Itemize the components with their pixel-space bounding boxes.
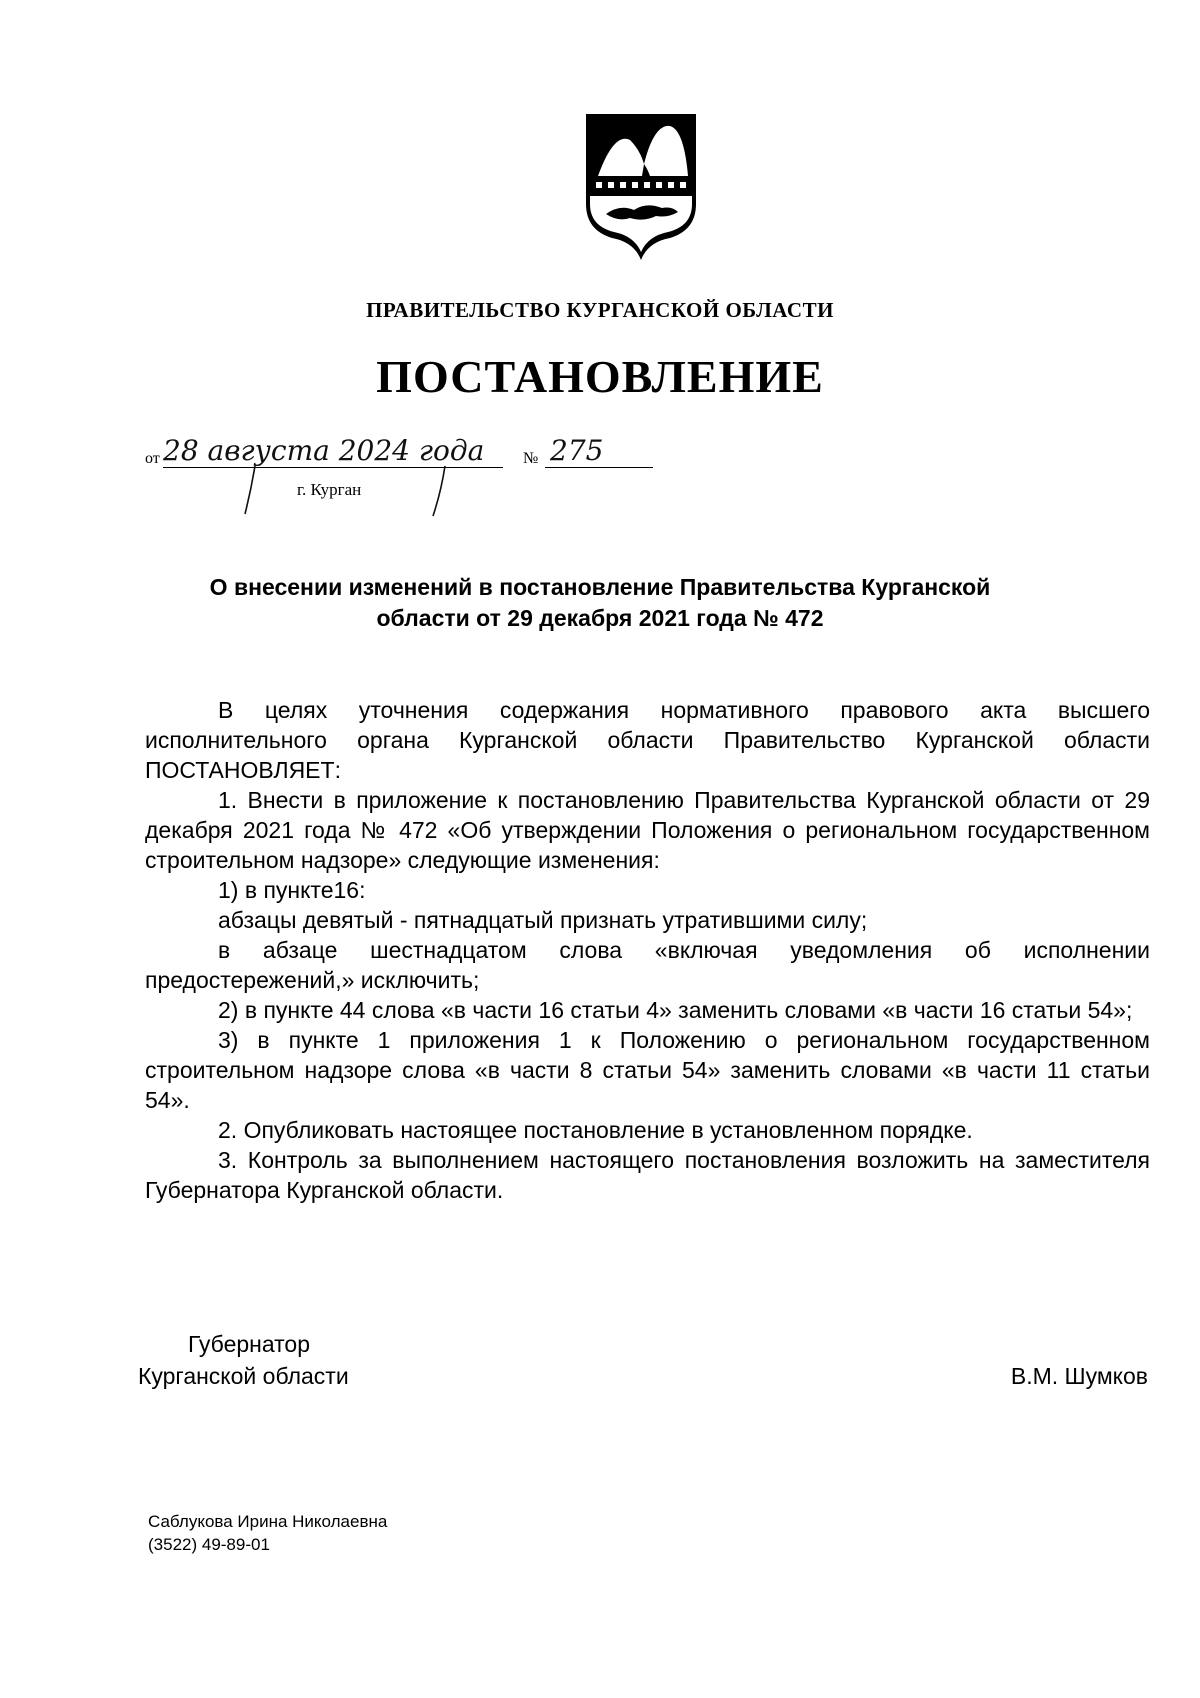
handwritten-number: 275 (550, 434, 604, 467)
body-paragraph: абзацы девятый - пятнадцатый признать утратившими силу; (218, 907, 868, 933)
executor-name: Саблукова Ирина Николаевна (148, 1512, 388, 1531)
city: г. Курган (297, 480, 362, 499)
handwriting-strokes (145, 440, 655, 520)
executor-info (148, 1510, 387, 1556)
body-paragraph: 1) в пункте16: (218, 877, 366, 903)
number-prefix: № (523, 450, 539, 467)
body-paragraph: В целях уточнения содержания нормативного правового акта высшего исполнительного органа Курганской области Правительство Курганской области ПОСТАНОВЛЯЕТ: (145, 697, 1150, 783)
signatory-title (138, 1328, 349, 1392)
handwritten-date: 28 августа 2024 года (163, 434, 485, 467)
signatory-title-line-2: Курганской области (138, 1363, 349, 1389)
body-paragraph: 3) в пункте 1 приложения 1 к Положению о региональном государственном строительном надзоре слова «в части 8 статьи 54» заменить словами «в части 11 статьи 54». (145, 1027, 1150, 1113)
body-paragraph: 2) в пункте 44 слова «в части 16 статьи 4» заменить словами «в части 16 статьи 54»; (218, 997, 1133, 1023)
body-paragraph: в абзаце шестнадцатом слова «включая уведомления об исполнении предостережений,» исключить; (145, 937, 1150, 993)
subject-line-1: О внесении изменений в постановление Правительства Курганской (209, 574, 991, 600)
kurgan-coat-of-arms-emblem (584, 112, 698, 262)
date-prefix: от (145, 450, 160, 467)
signatory-title-line-1: Губернатор (188, 1331, 311, 1357)
government-name: ПРАВИТЕЛЬСТВО КУРГАНСКОЙ ОБЛАСТИ (366, 298, 834, 322)
signatory-name: В.М. Шумков (1010, 1363, 1148, 1389)
body-paragraph: 1. Внести в приложение к постановлению Правительства Курганской области от 29 декабря 2021 года № 472 «Об утверждении Положения о региональном государственном строительном надзоре» следующие изменения: (145, 787, 1150, 873)
document-type-title: ПОСТАНОВЛЕНИЕ (376, 351, 824, 402)
body-paragraph: 3. Контроль за выполнением настоящего постановления возложить на заместителя Губернатора Курганской области. (145, 1147, 1150, 1203)
executor-phone: (3522) 49-89-01 (148, 1535, 270, 1554)
document-meta (145, 434, 655, 520)
subject-line-2: области от 29 декабря 2021 года № 472 (376, 605, 824, 631)
document-body (145, 695, 1150, 1205)
body-paragraph: 2. Опубликовать настоящее постановление в установленном порядке. (218, 1117, 973, 1143)
document-subject (150, 572, 1050, 634)
